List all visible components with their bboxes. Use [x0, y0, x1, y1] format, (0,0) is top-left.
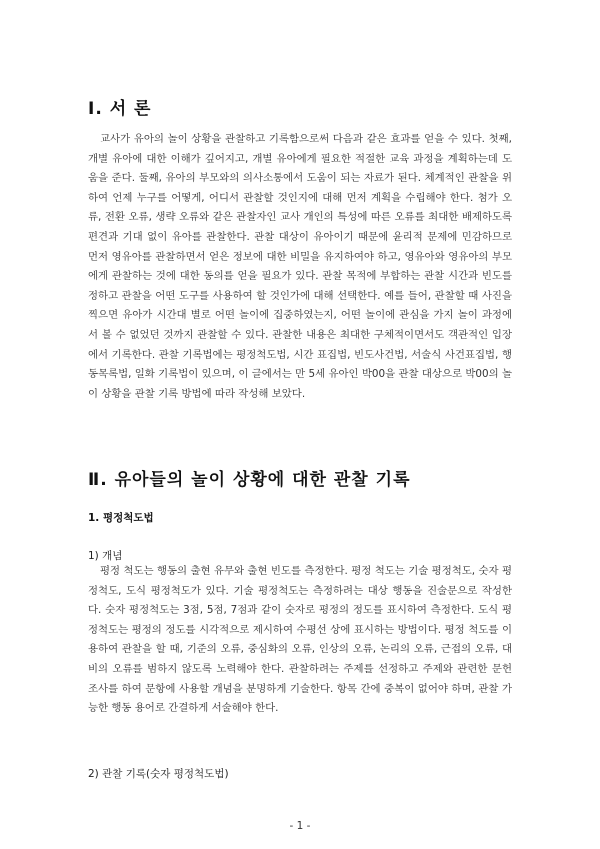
page-number: - 1 - [289, 820, 311, 832]
section-1-paragraph: 교사가 유아의 놀이 상황을 관찰하고 기록함으로써 다음과 같은 효과를 얻을 수 있다. 첫째, 개별 유아에 대한 이해가 깊어지고, 개별 유아에게 필요한 적절한 교육 과정을 계획하는데 도움을 준다. 둘째, 유아의 부모와의 의사소통에서 도움이 되는 자료가 된다. 체계적인 관찰을 위하여 언제 누구를 어떻게, 어디서 관찰할 것인지에 대해 먼저 계획을 수립해야 한다. 첨가 오류, 전환 오류, 생략 오류와 같은 관찰자인 교사 개인의 특성에 따른 오류를 최대한 배제하도록 편견과 기대 없이 유아를 관찰한다. 관찰 대상이 유아이기 때문에 윤리적 문제에 민감하므로 먼저 영유아를 관찰하면서 얻은 정보에 대한 비밀을 유지하여야 하고, 영유아와 영유아의 부모에게 관찰하는 것에 대한 동의를 얻을 필요가 있다. 관찰 목적에 부합하는 관찰 시간과 빈도를 정하고 관찰을 어떤 도구를 사용하여 할 것인가에 대해 선택한다. 예를 들어, 관찰할 때 사진을 찍으면 유아가 시간대 별로 어떤 놀이에 집중하였는지, 어떤 놀이에 관심을 가지 놀이 과정에서 볼 수 없었던 것까지 관찰할 수 있다. 관찰한 내용은 최대한 구체적이면서도 객관적인 입장에서 기록한다. 관찰 기록법에는 평정척도법, 시간 표집법, 빈도사건법, 서술식 사건표집법, 행동목록법, 일화 기록법이 있으며, 이 글에서는 만 5세 유아인 박00을 관찰 대상으로 박00의 놀이 상황을 관찰 기록 방법에 따라 작성해 보았다. [88, 133, 512, 400]
item-1-paragraph: 평정 척도는 행동의 출현 유무와 출현 빈도를 측정한다. 평정 척도는 기술 평정척도, 숫자 평정척도, 도식 평정척도가 있다. 기술 평정척도는 측정하려는 대상 행동을 진술문으로 작성한다. 숫자 평정척도는 3점, 5점, 7점과 같이 숫자로 평정의 정도를 표시하여 측정한다. 도식 평정척도는 평정의 정도를 시각적으로 제시하여 수평선 상에 표시하는 방법이다. 평정 척도를 이용하여 관찰을 할 때, 기준의 오류, 중심화의 오류, 인상의 오류, 논리의 오류, 근접의 오류, 대비의 오류를 범하지 않도록 노력해야 한다. 관찰하려는 주제를 선정하고 주제와 관련한 문헌 조사를 하여 문항에 사용할 개념을 분명하게 기술한다. 항목 간에 중복이 없어야 하며, 관찰 가능한 행동 용어로 간결하게 서술해야 한다. [88, 565, 512, 715]
item-1-title: 1) 개념 [88, 550, 123, 562]
section-2-title: Ⅱ. 유아들의 놀이 상황에 대한 관찰 기록 [88, 470, 411, 490]
subsection-title: 1. 평정척도법 [88, 512, 154, 524]
item-2-title: 2) 관찰 기록(숫자 평정척도법) [88, 768, 229, 780]
section-1-title: Ⅰ. 서 론 [88, 99, 152, 119]
